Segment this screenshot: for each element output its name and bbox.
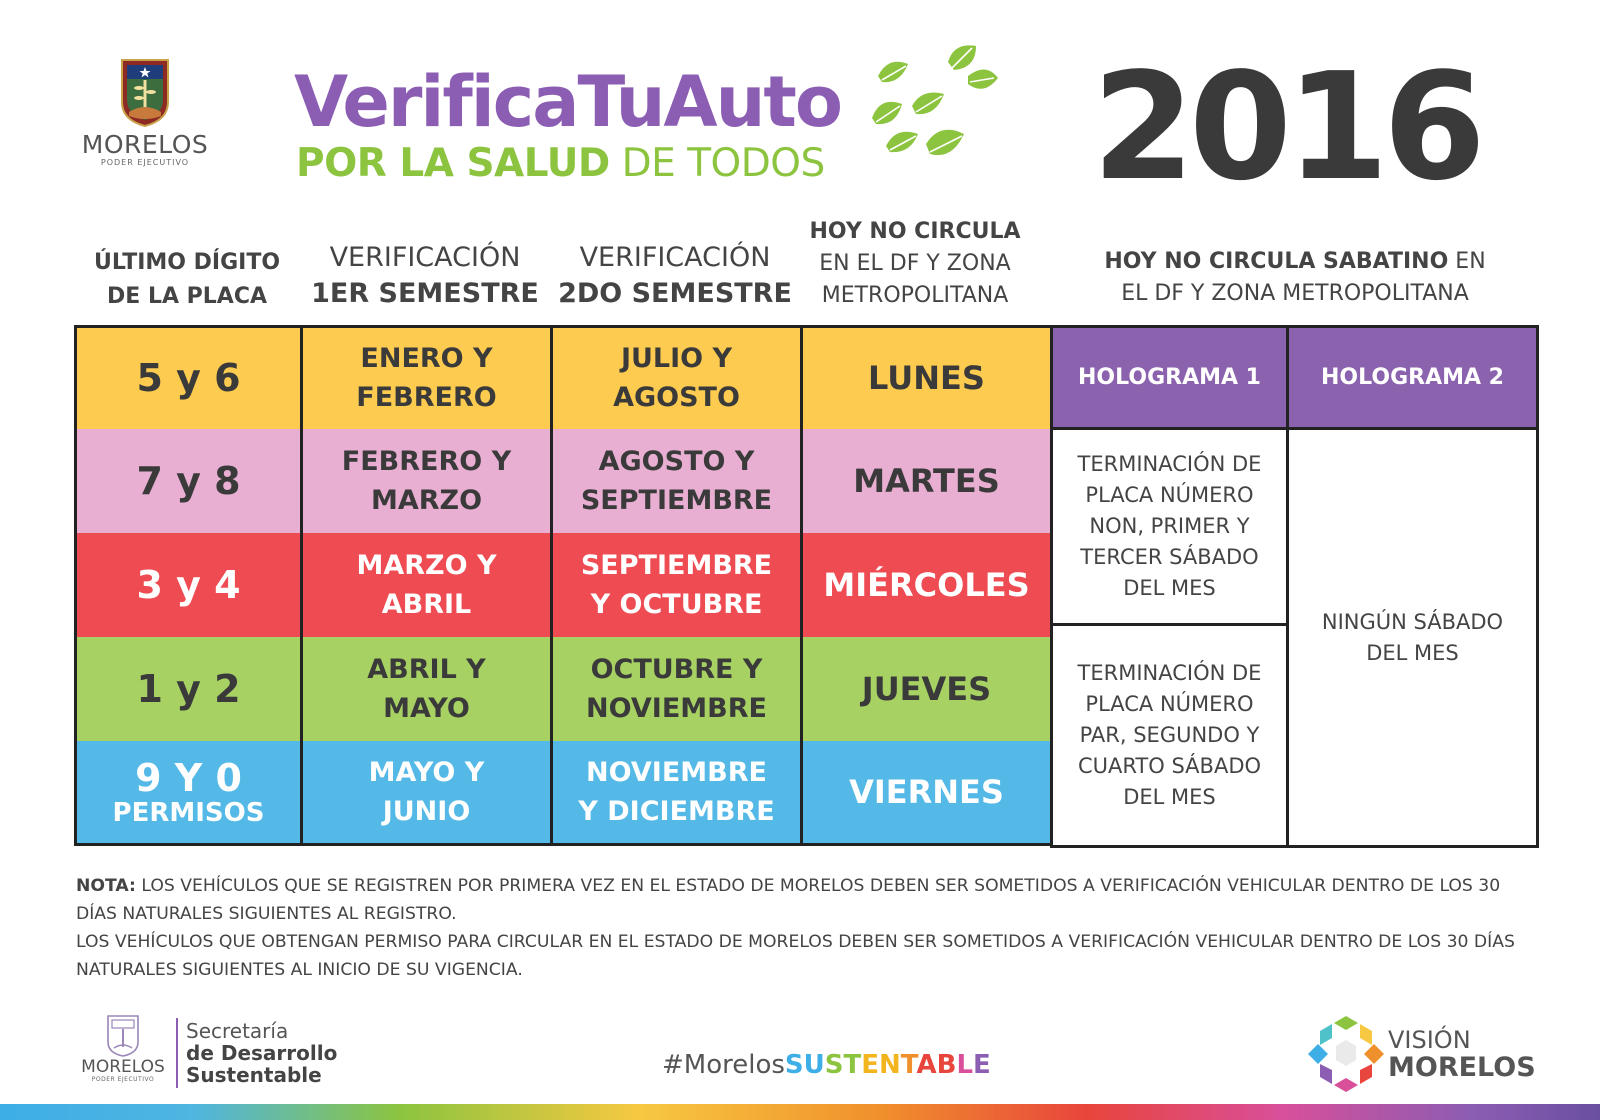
col-header-sabatino <box>1050 246 1540 310</box>
hashtag-letter: A <box>916 1050 937 1080</box>
holograma-1-even-cell <box>1052 625 1288 847</box>
subtitle-rest: DE TODOS <box>609 141 825 186</box>
col-header-digit <box>74 246 300 314</box>
digit-sub: PERMISOS <box>112 797 265 828</box>
col-header-sem1-line2: 1ER SEMESTRE <box>311 278 539 309</box>
note <box>76 872 1546 984</box>
sem2-cell <box>552 741 802 845</box>
sem2-line: OCTUBRE Y <box>590 653 763 685</box>
holo-text-line: CUARTO SÁBADO <box>1077 754 1262 778</box>
sem2-line: SEPTIEMBRE <box>580 484 773 516</box>
footer-gov-name: MORELOS <box>81 1057 165 1077</box>
digit-cell: 3 y 4 <box>76 533 302 637</box>
sem2-line: AGOSTO Y <box>598 445 755 477</box>
table-row <box>76 637 1052 741</box>
col-header-sem1-line1: VERIFICACIÓN <box>329 242 521 273</box>
holo-text-line: TERMINACIÓN DE <box>1077 661 1262 685</box>
col-header-hnc-line1: HOY NO CIRCULA <box>809 219 1021 244</box>
holograma-2-header: HOLOGRAMA 2 <box>1288 327 1538 429</box>
holo-text-line: DEL MES <box>1123 576 1216 600</box>
state-shield-icon <box>106 1014 140 1058</box>
day-cell: JUEVES <box>802 637 1052 741</box>
footer-morelos-logo <box>74 1014 172 1083</box>
note-paragraph-1 <box>76 872 1546 928</box>
note-label: NOTA: <box>76 876 136 896</box>
sem2-line: AGOSTO <box>613 382 740 414</box>
note-paragraph-2: LOS VEHÍCULOS QUE OBTENGAN PERMISO PARA CIRCULAR EN EL ESTADO DE MORELOS DEBEN SER SOMETIDOS A VERIFICACIÓN VEHICULAR DENTRO DE LOS 30 DÍAS NATURALES SIGUIENTES AL INICIO DE SU VIGENCIA. <box>76 932 1515 980</box>
sem1-line: MAYO <box>383 692 470 724</box>
sem1-line: FEBRERO Y <box>341 445 512 477</box>
leaves-icon <box>868 40 1014 176</box>
holo-text-line: PLACA NÚMERO <box>1085 483 1254 507</box>
col-header-sabatino-rest: EN <box>1448 249 1486 274</box>
gov-sub: PODER EJECUTIVO <box>100 158 190 167</box>
hashtag-suffix <box>785 1050 991 1080</box>
col-header-digit-line1: ÚLTIMO DÍGITO <box>93 250 281 275</box>
col-header-sabatino-bold: HOY NO CIRCULA SABATINO <box>1104 249 1449 274</box>
sem1-line: JUNIO <box>382 795 471 827</box>
sem2-line: NOVIEMBRE <box>586 756 767 788</box>
holograma-2-cell <box>1288 429 1538 847</box>
col-header-hnc-line2: EN EL DF Y ZONA <box>819 251 1011 276</box>
sabatino-table <box>1050 325 1539 848</box>
col-header-sem2 <box>550 240 800 312</box>
holo-text-line: TERMINACIÓN DE <box>1077 452 1262 476</box>
hashtag-letter: L <box>956 1050 974 1080</box>
sem1-line: MARZO <box>370 484 483 516</box>
holo-text-line: NINGÚN SÁBADO <box>1321 609 1504 634</box>
hashtag-letter: S <box>784 1050 804 1080</box>
day-cell: MIÉRCOLES <box>802 533 1052 637</box>
hashtag-letter: T <box>843 1050 862 1080</box>
holograma-1-header: HOLOGRAMA 1 <box>1052 327 1288 429</box>
hashtag-prefix: #Morelos <box>662 1050 785 1080</box>
col-header-hnc <box>800 216 1030 312</box>
digit-cell: 5 y 6 <box>76 327 302 429</box>
sem1-cell <box>302 741 552 845</box>
holo-text-line: PAR, SEGUNDO Y <box>1079 723 1260 747</box>
hashtag-letter: B <box>936 1050 957 1080</box>
hashtag-letter: N <box>879 1050 901 1080</box>
campaign-subtitle <box>296 142 825 186</box>
sem2-cell <box>552 637 802 741</box>
holo-text-line: PLACA NÚMERO <box>1085 692 1254 716</box>
digit-cell <box>76 741 302 845</box>
holo-text-line: TERCER SÁBADO <box>1080 545 1259 569</box>
hashtag <box>662 1050 991 1080</box>
sem1-cell <box>302 533 552 637</box>
sem1-cell <box>302 327 552 429</box>
sem2-cell <box>552 327 802 429</box>
holo-text-line: DEL MES <box>1123 785 1216 809</box>
state-shield-icon <box>119 58 171 128</box>
hashtag-letter: E <box>861 1050 880 1080</box>
holograma-1-odd-cell <box>1052 429 1288 625</box>
sem1-line: ABRIL <box>381 588 472 620</box>
col-header-hnc-line3: METROPOLITANA <box>821 283 1009 308</box>
sem1-cell <box>302 429 552 533</box>
sem1-line: ENERO Y <box>360 343 493 375</box>
sem1-line: FEBRERO <box>356 382 497 414</box>
sem1-cell <box>302 637 552 741</box>
holo-text-line: NON, PRIMER Y <box>1089 514 1250 538</box>
secretaria-line-1: Secretaría <box>186 1019 289 1043</box>
subtitle-bold: POR LA SALUD <box>296 141 610 186</box>
day-cell: MARTES <box>802 429 1052 533</box>
col-header-digit-line2: DE LA PLACA <box>107 284 267 309</box>
secretaria-line-3: Sustentable <box>186 1063 322 1087</box>
day-cell: VIERNES <box>802 741 1052 845</box>
sem2-line: Y OCTUBRE <box>590 588 763 620</box>
sem1-line: ABRIL Y <box>367 653 486 685</box>
col-header-sabatino-line2: EL DF Y ZONA METROPOLITANA <box>1121 281 1469 306</box>
sem2-line: JULIO Y <box>620 343 733 375</box>
hashtag-letter: U <box>803 1050 825 1080</box>
sem2-cell <box>552 429 802 533</box>
rainbow-footer-bar <box>0 1104 1600 1120</box>
gov-name: MORELOS <box>81 130 209 159</box>
col-header-sem1 <box>300 240 550 312</box>
year: 2016 <box>1092 41 1480 213</box>
campaign-title: VerificaTuAuto <box>294 61 841 143</box>
vision-line-1: VISIÓN <box>1388 1026 1471 1054</box>
secretaria-line-2: de Desarrollo <box>186 1041 338 1065</box>
hashtag-letter: E <box>973 1050 991 1080</box>
vision-line-2: MORELOS <box>1388 1052 1536 1083</box>
hashtag-letter: T <box>900 1050 917 1080</box>
holograma-header-row <box>1052 327 1538 429</box>
sem2-cell <box>552 533 802 637</box>
col-header-sem2-line1: VERIFICACIÓN <box>579 242 771 273</box>
footer-gov-sub: PODER EJECUTIVO <box>91 1076 155 1083</box>
secretaria-label <box>186 1020 337 1086</box>
morelos-logo <box>70 58 220 176</box>
verification-schedule-table <box>74 325 1053 846</box>
table-row <box>76 429 1052 533</box>
holo-text-line: DEL MES <box>1366 640 1459 665</box>
note-text-1: LOS VEHÍCULOS QUE SE REGISTREN POR PRIMERA VEZ EN EL ESTADO DE MORELOS DEBEN SER SOMETIDOS A VERIFICACIÓN VEHICULAR DENTRO DE LOS 30 DÍAS NATURALES SIGUIENTES AL REGISTRO. <box>76 876 1501 924</box>
table-row <box>76 741 1052 845</box>
sem1-line: MARZO Y <box>356 549 497 581</box>
holograma-row <box>1052 429 1538 625</box>
footer-divider <box>176 1018 178 1088</box>
digit-cell: 1 y 2 <box>76 637 302 741</box>
table-row <box>76 327 1052 429</box>
sem1-line: MAYO Y <box>368 756 485 788</box>
vision-morelos-label <box>1388 1026 1536 1082</box>
hashtag-letter: S <box>824 1050 844 1080</box>
digit-value: 9 Y 0 <box>135 755 242 800</box>
col-header-sem2-line2: 2DO SEMESTRE <box>558 278 792 309</box>
digit-cell: 7 y 8 <box>76 429 302 533</box>
sem2-line: SEPTIEMBRE <box>580 549 773 581</box>
day-cell: LUNES <box>802 327 1052 429</box>
sem2-line: Y DICIEMBRE <box>578 795 775 827</box>
table-row <box>76 533 1052 637</box>
vision-hexagon-icon <box>1306 1014 1386 1094</box>
col-header-sabatino-line1 <box>1050 246 1540 278</box>
sem2-line: NOVIEMBRE <box>586 692 767 724</box>
